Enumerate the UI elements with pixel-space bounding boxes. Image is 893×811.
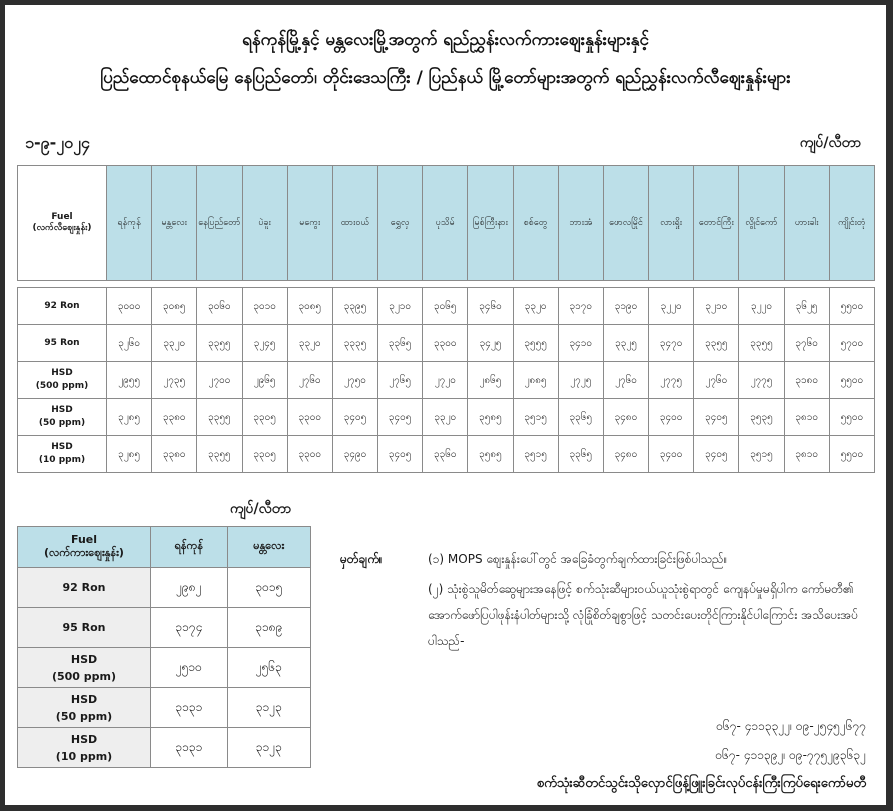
retail-table-row (18, 325, 875, 362)
retail-price-cell: ၃၄၈၀ (603, 399, 648, 436)
bulletin-page (5, 5, 886, 805)
fuel-name: HSD (51, 368, 73, 378)
wholesale-fuel-header-title: Fuel (70, 532, 98, 546)
wholesale-fuel-label (18, 608, 151, 648)
retail-price-cell: ၂၇၅၀ (332, 362, 377, 399)
retail-fuel-header-title: Fuel (51, 211, 73, 222)
fuel-name: 92 Ron (62, 581, 106, 594)
wholesale-price-cell: ၂၅၆၃ (227, 648, 310, 688)
retail-price-cell: ၃၂၈၅ (107, 436, 152, 473)
retail-fuel-label (18, 436, 107, 473)
retail-price-cell: ၃၃၀၅ (242, 399, 287, 436)
wholesale-fuel-header (18, 527, 151, 568)
retail-price-cell: ၃၃၃၅ (332, 325, 377, 362)
wholesale-table-row (18, 728, 311, 768)
retail-price-cell: ၃၅၁၅ (513, 399, 558, 436)
retail-price-cell: ၂၇၆၀ (694, 362, 739, 399)
retail-city-header: စစ်တွေ (513, 166, 558, 281)
wholesale-table-body (18, 568, 311, 768)
retail-price-cell: ၃၄၀၅ (378, 436, 423, 473)
bulletin-date: ၁-၉-၂၀၂၄ (25, 133, 90, 152)
retail-city-header: လွိုင်ကော် (739, 166, 784, 281)
retail-price-cell: ၃၅၈၅ (468, 399, 513, 436)
retail-city-header: ပုသိမ် (423, 166, 468, 281)
wholesale-city-header: မန္တလေး (227, 527, 310, 568)
wholesale-price-cell: ၃၁၇၄ (151, 608, 228, 648)
wholesale-unit-label: ကျပ်/လီတာ (230, 501, 292, 517)
retail-price-cell: ၃၄၀၅ (694, 399, 739, 436)
retail-price-cell: ၃၄၀၅ (378, 399, 423, 436)
note-2: (၂) သုံးစွဲသူမိတ်ဆွေများအနေဖြင့် စက်သုံးဆီများဝယ်ယူသုံးစွဲရာတွင် ကျေနပ်မှုမရှိပါက ကော်မတီ၏ အောက်ဖော်ပြပါဖုန်းနံပါတ်များသို့ လုံခြုံစိတ်ချစွာဖြင့် သတင်းပေးတိုင်ကြားနိုင်ပါကြောင်း အသိပေးအပ်ပါသည်- (428, 582, 859, 648)
retail-price-cell: ၃၃၉၅ (332, 288, 377, 325)
retail-price-cell: ၃၃၀၀ (287, 399, 332, 436)
retail-price-cell: ၂၇၇၅ (649, 362, 694, 399)
committee-name: စက်သုံးဆီတင်သွင်းသိုလှောင်ဖြန့်ဖြူးခြင်းလုပ်ငန်းကြီးကြပ်ရေးကော်မတီ (536, 776, 866, 791)
retail-price-cell: ၃၃၆၀ (423, 436, 468, 473)
notes-heading: မှတ်ချက်။ (340, 552, 383, 566)
fuel-name: 92 Ron (44, 300, 80, 311)
retail-unit-label: ကျပ်/လီတာ (799, 135, 861, 151)
retail-table-row (18, 436, 875, 473)
retail-price-table (17, 165, 875, 473)
table-spacer-row (18, 281, 875, 288)
wholesale-price-cell: ၂၅၁၀ (151, 648, 228, 688)
retail-price-cell: ၃၄၁၀ (558, 325, 603, 362)
retail-price-cell: ၂၇၆၀ (287, 362, 332, 399)
retail-price-cell: ၃၀၈၅ (287, 288, 332, 325)
retail-price-cell: ၂၇၂၅ (558, 362, 603, 399)
fuel-name: HSD (70, 732, 98, 746)
retail-price-cell: ၂၈၆၅ (468, 362, 513, 399)
retail-price-cell: ၃၃၅၅ (197, 325, 242, 362)
retail-city-header: ရန်ကုန် (107, 166, 152, 281)
wholesale-table-row (18, 568, 311, 608)
retail-city-header: ရွှေလှ (378, 166, 423, 281)
retail-price-cell: ၃၀၀၀ (107, 288, 152, 325)
note-1: (၁) MOPS ဈေးနှုန်းပေါ်တွင် အခြေခံတွက်ချက်ထားခြင်းဖြစ်ပါသည်။ (428, 552, 728, 566)
retail-city-header: လားရှိုး (649, 166, 694, 281)
fuel-name: HSD (70, 692, 98, 706)
retail-price-cell: ၅၅၀၀ (829, 288, 874, 325)
wholesale-table-row (18, 648, 311, 688)
retail-price-cell: ၃၅၃၅ (739, 399, 784, 436)
wholesale-table-row (18, 608, 311, 648)
fuel-name: 95 Ron (44, 337, 80, 348)
wholesale-price-cell: ၃၁၈၉ (227, 608, 310, 648)
retail-fuel-label (18, 362, 107, 399)
retail-city-header: ဖောလမြိုင် (603, 166, 648, 281)
retail-price-cell: ၃၄၀၀ (649, 399, 694, 436)
retail-table-row (18, 399, 875, 436)
retail-price-cell: ၃၃၀၀ (287, 436, 332, 473)
retail-price-cell: ၅၅၀၀ (829, 399, 874, 436)
retail-price-cell: ၂၉၅၅ (107, 362, 152, 399)
retail-city-header: မြစ်ကြီးနား (468, 166, 513, 281)
retail-price-cell: ၃၁၇၀ (558, 288, 603, 325)
fuel-grade: (50 ppm) (55, 709, 113, 723)
retail-price-cell: ၃၃၅၅ (197, 436, 242, 473)
wholesale-price-table (17, 526, 311, 768)
wholesale-fuel-label (18, 568, 151, 608)
retail-fuel-header (18, 166, 107, 281)
wholesale-fuel-label (18, 688, 151, 728)
retail-price-cell: ၅၇၀၀ (829, 325, 874, 362)
retail-price-cell: ၂၇၆၀ (603, 362, 648, 399)
wholesale-price-cell: ၃၁၂၃ (227, 688, 310, 728)
contact-phone-2: ၀၆၇- ၄၁၁၃၉၂၊ ၀၉-၇၇၅၂၉၃၆၃၂ (715, 748, 866, 762)
retail-price-cell: ၃၄၇၀ (649, 325, 694, 362)
retail-price-cell: ၃၃၂၀ (423, 399, 468, 436)
retail-price-cell: ၃၄၀၅ (694, 436, 739, 473)
retail-city-header: မန္တလေး (152, 166, 197, 281)
retail-price-cell: ၃၄၉၀ (332, 436, 377, 473)
retail-price-cell: ၃၅၅၅ (513, 325, 558, 362)
retail-header-row (18, 166, 875, 281)
wholesale-fuel-label (18, 728, 151, 768)
retail-city-header: ဘားအံ (558, 166, 603, 281)
retail-table-row (18, 362, 875, 399)
retail-price-cell: ၃၀၈၅ (152, 288, 197, 325)
retail-price-cell: ၃၇၆၀ (784, 325, 829, 362)
wholesale-city-header: ရန်ကုန် (151, 527, 228, 568)
retail-price-cell: ၃၃၂၀ (287, 325, 332, 362)
retail-price-cell: ၃၂၂၀ (739, 288, 784, 325)
retail-price-cell: ၃၅၈၅ (468, 436, 513, 473)
retail-city-header: ကျိုင်းတုံ (829, 166, 874, 281)
retail-price-cell: ၃၃၆၅ (378, 325, 423, 362)
retail-price-cell: ၂၇၀၀ (197, 362, 242, 399)
retail-price-cell: ၃၃၈၀ (152, 399, 197, 436)
retail-price-cell: ၃၃၈၀ (152, 436, 197, 473)
wholesale-price-cell: ၃၀၁၅ (227, 568, 310, 608)
retail-price-cell: ၃၄၂၅ (468, 325, 513, 362)
wholesale-price-cell: ၃၁၃၁ (151, 688, 228, 728)
retail-fuel-header-subtitle: (လက်လီဈေးနှုန်း) (32, 222, 92, 233)
retail-city-header: မကွေး (287, 166, 332, 281)
retail-price-cell: ၃၂၆၀ (107, 325, 152, 362)
title-line-1: ရန်ကုန်မြို့နှင့် မန္တလေးမြို့အတွက် ရည်ညွှန်းလက်ကားဈေးနှုန်းများနှင့် (242, 30, 649, 50)
fuel-name: 95 Ron (62, 621, 106, 634)
fuel-grade: (500 ppm) (35, 381, 89, 391)
retail-city-header: ဟားခါး (784, 166, 829, 281)
retail-price-cell: ၃၂၁၀ (694, 288, 739, 325)
retail-price-cell: ၃၃၂၀ (152, 325, 197, 362)
wholesale-table-row (18, 688, 311, 728)
retail-price-cell: ၃၃၆၅ (558, 436, 603, 473)
retail-price-cell: ၃၄၆၀ (468, 288, 513, 325)
contact-phone-1: ၀၆၇- ၄၁၁၃၃၂၂၊ ၀၉-၂၅၄၅၂၆၇၇ (716, 719, 866, 733)
retail-city-header: နေပြည်တော် (197, 166, 242, 281)
fuel-name: HSD (51, 442, 73, 452)
retail-price-cell: ၂၉၆၅ (242, 362, 287, 399)
retail-city-header: ထားဝယ် (332, 166, 377, 281)
retail-price-cell: ၃၁၉၀ (603, 288, 648, 325)
wholesale-header-row (18, 527, 311, 568)
retail-price-cell: ၃၀၁၀ (242, 288, 287, 325)
retail-price-cell: ၃၃၂၅ (603, 325, 648, 362)
fuel-grade: (50 ppm) (38, 418, 86, 428)
retail-price-cell: ၂၇၃၅ (152, 362, 197, 399)
retail-price-cell: ၃၃၀၅ (242, 436, 287, 473)
retail-price-cell: ၂၇၇၅ (739, 362, 784, 399)
wholesale-price-cell: ၂၉၈၂ (151, 568, 228, 608)
retail-price-cell: ၃၃၆၅ (558, 399, 603, 436)
retail-price-cell: ၃၅၁၅ (513, 436, 558, 473)
retail-price-cell: ၃၄၀၅ (332, 399, 377, 436)
retail-table-row (18, 288, 875, 325)
fuel-name: HSD (51, 405, 73, 415)
title-line-2: ပြည်ထောင်စုနယ်မြေ နေပြည်တော်၊ တိုင်းဒေသကြီး / ပြည်နယ် မြို့တော်များအတွက် ရည်ညွှန်းလက်လီဈေးနှုန်းများ (100, 68, 791, 88)
spacer-cell (18, 281, 875, 288)
retail-price-cell: ၃၂၄၅ (242, 325, 287, 362)
retail-price-cell: ၂၈၈၅ (513, 362, 558, 399)
retail-price-cell: ၃၀၆၀ (197, 288, 242, 325)
retail-price-cell: ၃၂၂၀ (649, 288, 694, 325)
retail-price-cell: ၃၆၂၅ (784, 288, 829, 325)
retail-price-cell: ၃၄၈၀ (603, 436, 648, 473)
retail-fuel-label (18, 288, 107, 325)
retail-price-cell: ၅၅၀၀ (829, 436, 874, 473)
wholesale-fuel-label (18, 648, 151, 688)
retail-price-cell: ၃၂၈၅ (107, 399, 152, 436)
fuel-grade: (10 ppm) (38, 455, 86, 465)
retail-price-cell: ၃၃၀၀ (423, 325, 468, 362)
retail-price-cell: ၃၈၁၀ (784, 436, 829, 473)
retail-price-cell: ၃၈၁၀ (784, 399, 829, 436)
retail-price-cell: ၃၀၆၅ (423, 288, 468, 325)
retail-fuel-label (18, 325, 107, 362)
retail-price-cell: ၃၄၀၀ (649, 436, 694, 473)
retail-price-cell: ၃၃၅၅ (197, 399, 242, 436)
retail-price-cell: ၃၃၂၀ (513, 288, 558, 325)
retail-city-header: ပဲခူး (242, 166, 287, 281)
retail-price-cell: ၃၃၅၅ (739, 325, 784, 362)
fuel-grade: (500 ppm) (51, 669, 117, 683)
retail-city-header: တောင်ကြီး (694, 166, 739, 281)
wholesale-price-cell: ၃၁၂၃ (227, 728, 310, 768)
retail-price-cell: ၃၂၁၀ (378, 288, 423, 325)
fuel-name: HSD (70, 652, 98, 666)
retail-price-cell: ၂၇၂၀ (423, 362, 468, 399)
retail-table-body (18, 281, 875, 473)
wholesale-fuel-header-subtitle: (လက်ကားဈေးနှုန်း) (44, 545, 124, 559)
fuel-grade: (10 ppm) (55, 749, 113, 763)
retail-price-cell: ၂၇၆၅ (378, 362, 423, 399)
retail-price-cell: ၅၅၀၀ (829, 362, 874, 399)
retail-price-cell: ၃၁၈၀ (784, 362, 829, 399)
wholesale-price-cell: ၃၁၃၁ (151, 728, 228, 768)
retail-price-cell: ၃၃၅၅ (694, 325, 739, 362)
retail-fuel-label (18, 399, 107, 436)
retail-price-cell: ၃၅၁၅ (739, 436, 784, 473)
